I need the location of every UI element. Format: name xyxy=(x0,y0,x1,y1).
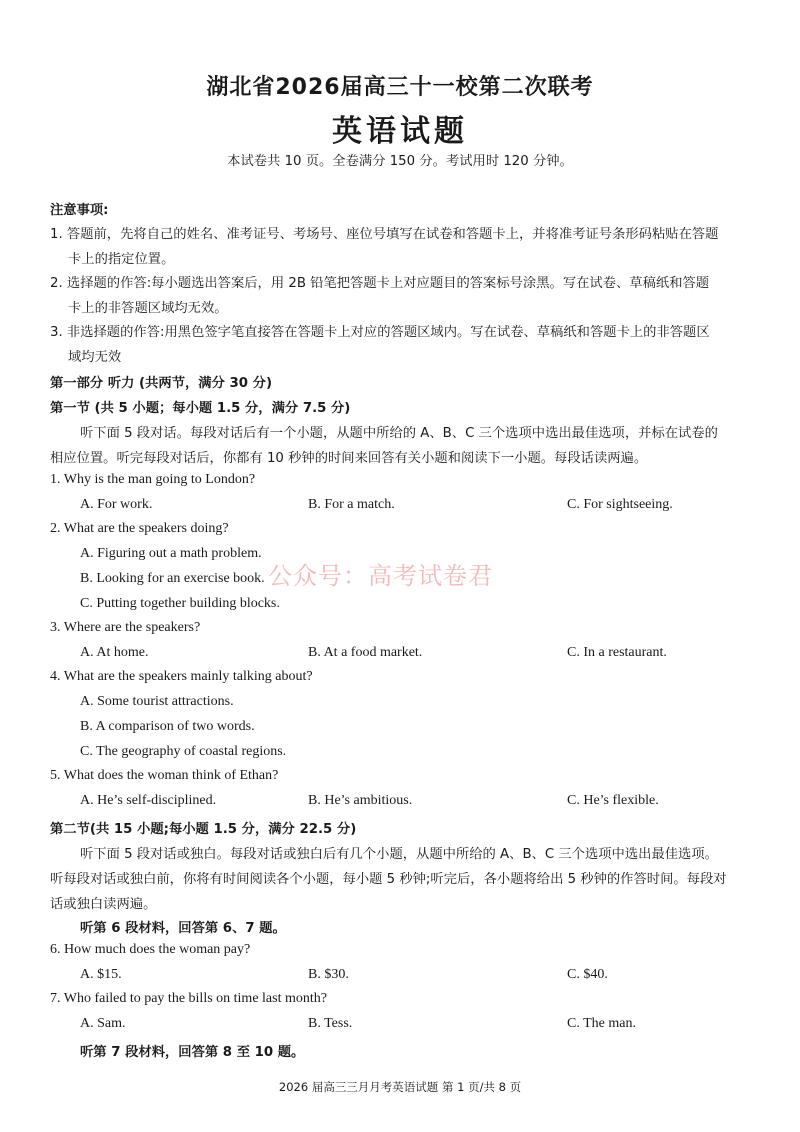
question-4-option-c: C. The geography of coastal regions. xyxy=(80,744,287,759)
question-3-option-c: C. In a restaurant. xyxy=(567,645,667,660)
question-4-stem: 4. What are the speakers mainly talking about? xyxy=(50,669,313,684)
question-1-stem: 1. Why is the man going to London? xyxy=(50,472,256,487)
question-3-stem: 3. Where are the speakers? xyxy=(50,620,201,635)
section2-instructions-end: 话或独白读两遍。 xyxy=(50,897,157,912)
page-footer: 2026 届高三三月月考英语试题 第 1 页/共 8 页 xyxy=(278,1080,522,1094)
question-2-stem: 2. What are the speakers doing? xyxy=(50,521,229,536)
section2-instructions: 听下面 5 段对话或独白。每段对话或独白后有几个小题，从题中所给的 A、B、C 三个选项中选出最佳选项。 xyxy=(80,847,718,862)
question-5-option-c: C. He’s flexible. xyxy=(567,793,659,808)
notice-item-3: 3. 非选择题的作答:用黑色签字笔直接答在答题卡上对应的答题区域内。写在试卷、草稿纸和答题卡上的非答题区 xyxy=(50,325,710,340)
question-2-option-b: B. Looking for an exercise book. xyxy=(80,571,265,586)
notice-item-1-cont: 卡上的指定位置。 xyxy=(68,252,175,267)
question-4-option-b: B. A comparison of two words. xyxy=(80,719,255,734)
exam-title: 湖北省2026届高三十一校第二次联考 xyxy=(206,75,594,100)
question-4-option-a: A. Some tourist attractions. xyxy=(80,694,234,709)
notice-item-1: 1. 答题前，先将自己的姓名、准考证号、考场号、座位号填写在试卷和答题卡上，并将准考证号条形码粘贴在答题 xyxy=(50,227,719,242)
question-1-option-b: B. For a match. xyxy=(308,497,395,512)
question-6-option-a: A. $15. xyxy=(80,967,122,982)
notice-heading: 注意事项: xyxy=(50,203,109,218)
part1-heading: 第一部分 听力 (共两节，满分 30 分) xyxy=(50,376,273,391)
material-6-heading: 听第 6 段材料，回答第 6、7 题。 xyxy=(80,921,286,936)
subject-title: 英语试题 xyxy=(332,114,468,149)
question-3-option-b: B. At a food market. xyxy=(308,645,423,660)
question-5-option-a: A. He’s self-disciplined. xyxy=(80,793,217,808)
material-7-heading: 听第 7 段材料，回答第 8 至 10 题。 xyxy=(80,1045,305,1060)
question-1-option-a: A. For work. xyxy=(80,497,153,512)
question-1-option-c: C. For sightseeing. xyxy=(567,497,673,512)
question-6-option-b: B. $30. xyxy=(308,967,349,982)
question-5-stem: 5. What does the woman think of Ethan? xyxy=(50,768,279,783)
exam-info: 本试卷共 10 页。全卷满分 150 分。考试用时 120 分钟。 xyxy=(227,154,573,169)
section1-instructions: 听下面 5 段对话。每段对话后有一个小题，从题中所给的 A、B、C 三个选项中选出最佳选项，并标在试卷的 xyxy=(80,426,718,441)
question-2-option-a: A. Figuring out a math problem. xyxy=(80,546,262,561)
question-7-option-c: C. The man. xyxy=(567,1016,636,1031)
watermark: 公众号：高考试卷君 xyxy=(268,562,493,590)
question-7-stem: 7. Who failed to pay the bills on time last month? xyxy=(50,991,327,1006)
question-2-option-c: C. Putting together building blocks. xyxy=(80,596,280,611)
notice-item-2: 2. 选择题的作答:每小题选出答案后，用 2B 铅笔把答题卡上对应题目的答案标号涂黑。写在试卷、草稿纸和答题 xyxy=(50,276,710,291)
question-7-option-a: A. Sam. xyxy=(80,1016,126,1031)
section2-heading: 第二节(共 15 小题;每小题 1.5 分，满分 22.5 分) xyxy=(50,822,357,837)
section2-instructions-cont: 听每段对话或独白前，你将有时间阅读各个小题，每小题 5 秒钟;听完后，各小题将给出 5 秒钟的作答时间。每段对 xyxy=(50,872,727,887)
notice-item-2-cont: 卡上的非答题区域均无效。 xyxy=(68,301,228,316)
notice-item-3-cont: 域均无效 xyxy=(68,350,122,365)
question-6-option-c: C. $40. xyxy=(567,967,608,982)
question-7-option-b: B. Tess. xyxy=(308,1016,353,1031)
question-5-option-b: B. He’s ambitious. xyxy=(308,793,413,808)
question-3-option-a: A. At home. xyxy=(80,645,149,660)
question-6-stem: 6. How much does the woman pay? xyxy=(50,942,251,957)
section1-heading: 第一节 (共 5 小题；每小题 1.5 分，满分 7.5 分) xyxy=(50,401,351,416)
section1-instructions-cont: 相应位置。听完每段对话后，你都有 10 秒钟的时间来回答有关小题和阅读下一小题。每段话读两遍。 xyxy=(50,451,648,466)
